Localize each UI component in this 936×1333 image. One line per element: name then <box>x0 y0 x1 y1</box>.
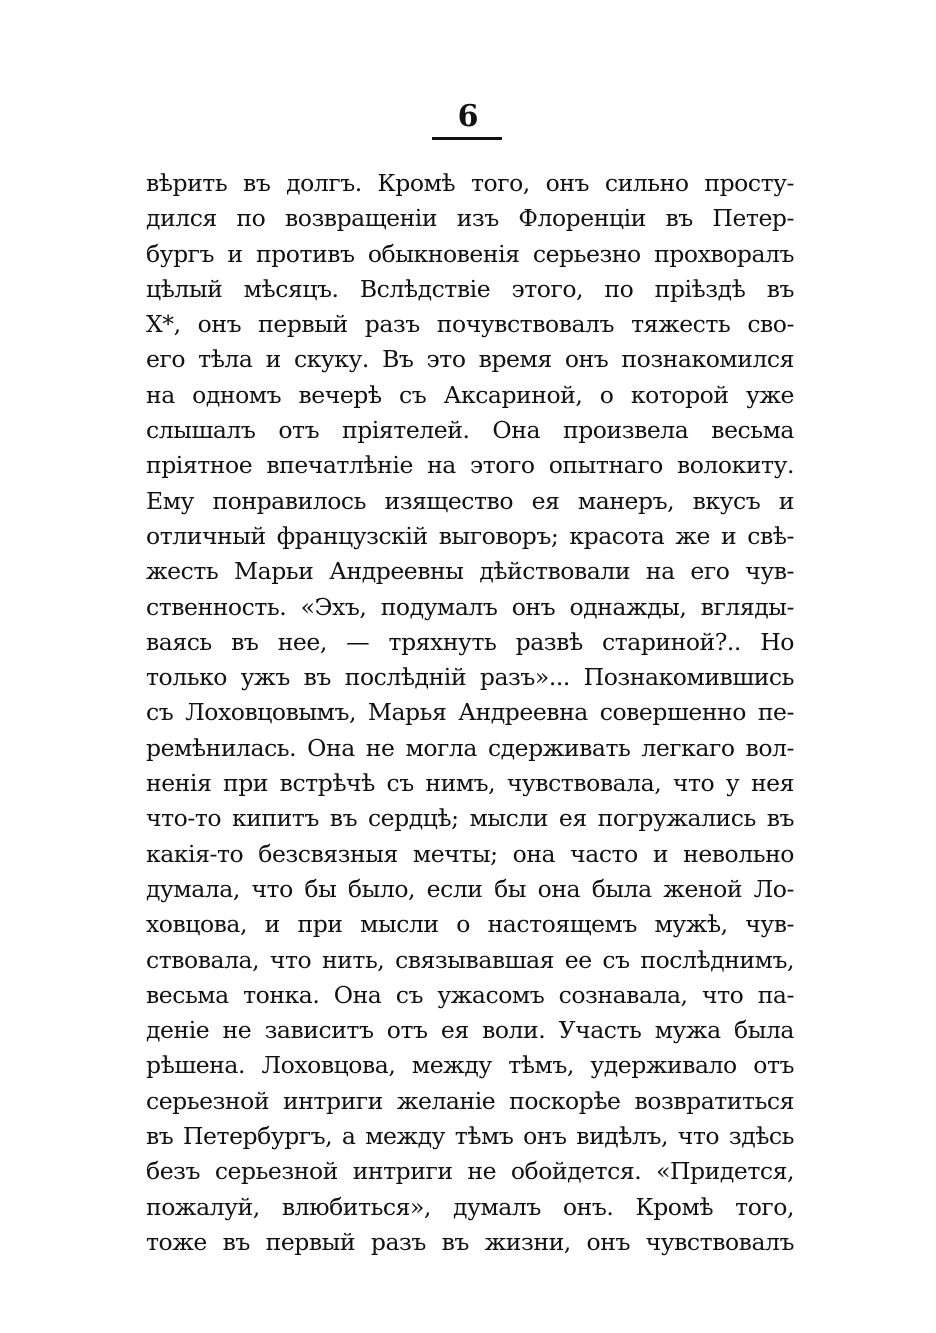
page-number-container <box>0 100 936 134</box>
text-line: вѣрить въ долгъ. Кромѣ того, онъ сильно просту- <box>146 169 794 197</box>
text-line: слышалъ отъ пріятелей. Она произвела весьма <box>146 416 794 445</box>
text-line: рѣшена. Лоховцова, между тѣмъ, удерживало отъ <box>146 1051 794 1080</box>
text-line: въ Петербургъ, а между тѣмъ онъ видѣлъ, что здѣсь <box>146 1122 794 1151</box>
text-line: ствовала, что нить, связывавшая ее съ послѣднимъ, <box>146 945 794 974</box>
text-line: съ Лоховцовымъ, Марья Андреевна совершенно пе- <box>146 698 794 727</box>
text-line: думала, что бы было, если бы она была женой Ло- <box>146 874 794 903</box>
text-line: ственность. «Эхъ, подумалъ онъ однажды, вгляды- <box>146 592 794 621</box>
text-line: бургъ и противъ обыкновенія серьезно прохворалъ <box>146 239 794 268</box>
text-line: безъ серьезной интриги не обойдется. «Придется, <box>146 1157 794 1186</box>
text-line: ваясь въ нее, — тряхнуть развѣ стариной?.. Но <box>146 627 794 656</box>
text-line: какія-то безсвязныя мечты; она часто и невольно <box>146 839 794 868</box>
text-line: жесть Марьи Андреевны дѣйствовали на его чув- <box>146 557 794 586</box>
text-line: Ему понравилось изящество ея манеръ, вкусъ и <box>146 486 794 515</box>
page-number: 6 <box>457 99 479 134</box>
text-line: что-то кипитъ въ сердцѣ; мысли ея погружались въ <box>146 804 794 833</box>
body-text <box>146 166 794 1260</box>
text-line: ховцова, и при мысли о настоящемъ мужѣ, чув- <box>146 910 794 939</box>
text-line: дился по возвращеніи изъ Флоренціи въ Петер- <box>146 204 794 233</box>
text-line: пріятное впечатлѣніе на этого опытнаго волокиту. <box>146 451 794 480</box>
text-line: отличный французскій выговоръ; красота же и свѣ- <box>146 521 794 550</box>
text-line: цѣлый мѣсяцъ. Вслѣдствіе этого, по пріѣздѣ въ <box>146 274 794 303</box>
text-line: весьма тонка. Она съ ужасомъ сознавала, что па- <box>146 980 794 1009</box>
text-line: ненія при встрѣчѣ съ нимъ, чувствовала, что у нея <box>146 769 794 798</box>
text-line: тоже въ первый разъ въ жизни, онъ чувствовалъ <box>146 1227 794 1256</box>
text-line: на одномъ вечерѣ съ Аксариной, о которой уже <box>146 380 794 409</box>
text-line: X*, онъ первый разъ почувствовалъ тяжесть сво- <box>146 310 794 339</box>
text-line: ремѣнилась. Она не могла сдерживать легкаго вол- <box>146 733 794 762</box>
page-number-underline <box>432 137 502 140</box>
text-line: серьезной интриги желаніе поскорѣе возвратиться <box>146 1086 794 1115</box>
text-line: его тѣла и скуку. Въ это время онъ познакомился <box>146 345 794 374</box>
text-line: пожалуй, влюбиться», думалъ онъ. Кромѣ того, <box>146 1192 794 1221</box>
text-line: только ужъ въ послѣдній разъ»... Познакомившись <box>146 663 794 692</box>
text-line: деніе не зависитъ отъ ея воли. Участь мужа была <box>146 1016 794 1045</box>
